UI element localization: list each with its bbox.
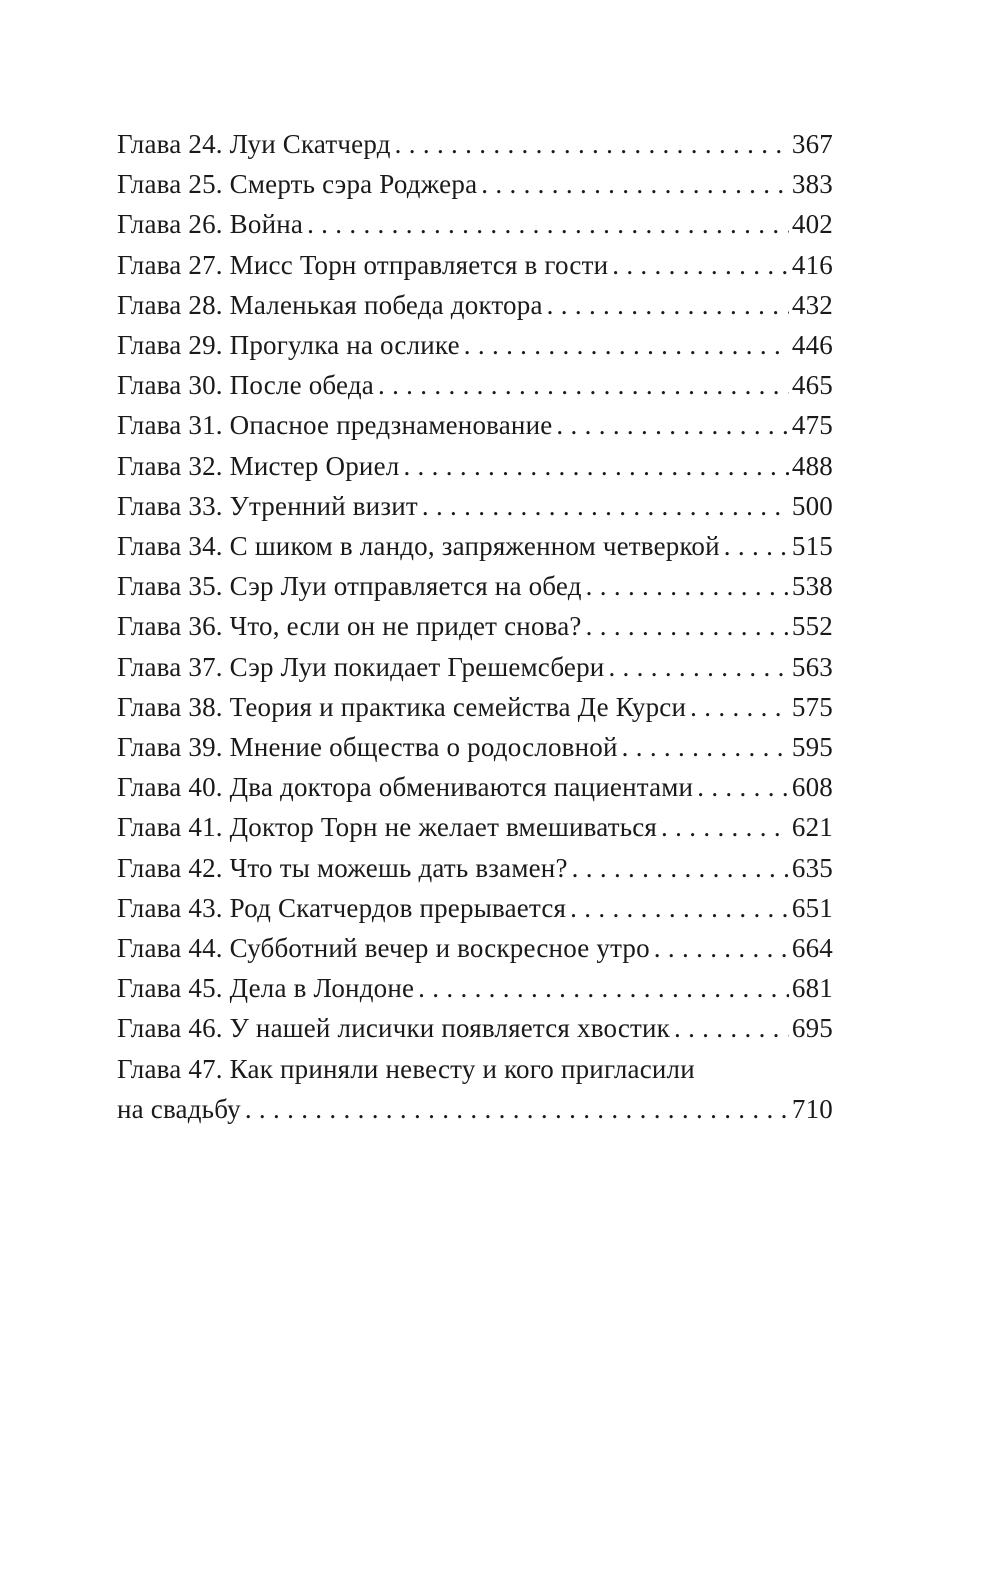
toc-entry-page: 538 — [791, 571, 833, 602]
toc-entry-page: 475 — [791, 410, 833, 441]
toc-entry-label: Глава 30. После обеда — [117, 370, 374, 401]
dot-leader — [661, 807, 789, 847]
toc-entry — [117, 365, 833, 405]
toc-entry-page: 595 — [791, 732, 833, 763]
toc-entry-page: 500 — [791, 490, 833, 521]
toc-entry — [117, 325, 833, 365]
toc-entry-page: 695 — [791, 1013, 833, 1044]
dot-leader — [572, 848, 789, 888]
toc-entry-page: 664 — [791, 933, 833, 964]
toc-entry — [117, 446, 833, 486]
dot-leader — [307, 204, 789, 244]
toc-entry-page: 710 — [791, 1093, 833, 1124]
toc-entry-label: Глава 34. С шиком в ландо, запряженном четверкой — [117, 531, 720, 562]
toc-entry-page: 621 — [791, 812, 833, 843]
toc-entry-page: 651 — [791, 892, 833, 923]
toc-entry-label: Глава 29. Прогулка на ослике — [117, 330, 460, 361]
dot-leader — [586, 606, 789, 646]
toc-entry — [117, 807, 833, 847]
toc-entry-label: Глава 25. Смерть сэра Роджера — [117, 169, 478, 200]
toc-entry-page: 552 — [791, 611, 833, 642]
dot-leader — [547, 285, 789, 325]
toc-entry — [117, 767, 833, 807]
dot-leader — [422, 486, 789, 526]
toc-entry-page: 608 — [791, 772, 833, 803]
toc-entry-label: Глава 32. Мистер Ориел — [117, 450, 400, 481]
dot-leader — [674, 1008, 789, 1048]
dot-leader — [481, 164, 789, 204]
toc-entry-page: 635 — [791, 852, 833, 883]
toc-entry-page: 446 — [791, 330, 833, 361]
toc-entry — [117, 888, 833, 928]
toc-entry-label: Глава 35. Сэр Луи отправляется на обед — [117, 571, 582, 602]
toc-entry-page: 383 — [791, 169, 833, 200]
toc-entry-page: 402 — [791, 209, 833, 240]
toc-list — [117, 124, 833, 1049]
toc-entry-page: 681 — [791, 973, 833, 1004]
toc-entry — [117, 928, 833, 968]
dot-leader — [395, 124, 789, 164]
toc-entry-page: 515 — [791, 531, 833, 562]
toc-entry-label: Глава 37. Сэр Луи покидает Грешемсбери — [117, 651, 605, 682]
dot-leader — [724, 526, 789, 566]
dot-leader — [654, 928, 789, 968]
toc-entry — [117, 486, 833, 526]
dot-leader — [378, 365, 789, 405]
toc-entry-page: 432 — [791, 289, 833, 320]
dot-leader — [608, 647, 788, 687]
toc-entry-label: Глава 36. Что, если он не придет снова? — [117, 611, 582, 642]
dot-leader — [697, 767, 789, 807]
dot-leader — [418, 968, 789, 1008]
toc-entry — [117, 606, 833, 646]
toc-entry-label-line1: Глава 47. Как приняли невесту и кого пригласили — [117, 1053, 695, 1084]
toc-entry-label-line2: на свадьбу — [117, 1093, 241, 1124]
toc-entry — [117, 647, 833, 687]
toc-entry — [117, 245, 833, 285]
toc-entry-label: Глава 39. Мнение общества о родословной — [117, 732, 618, 763]
toc-entry — [117, 968, 833, 1008]
toc-entry-label: Глава 40. Два доктора обмениваются пациентами — [117, 772, 694, 803]
dot-leader — [622, 727, 789, 767]
toc-entry-label: Глава 33. Утренний визит — [117, 490, 418, 521]
toc-entry-label: Глава 26. Война — [117, 209, 304, 240]
dot-leader — [690, 687, 789, 727]
table-of-contents — [117, 124, 833, 1129]
toc-entry-label: Глава 44. Субботний вечер и воскресное утро — [117, 933, 650, 964]
dot-leader — [403, 446, 788, 486]
toc-entry-label: Глава 43. Род Скатчердов прерывается — [117, 892, 567, 923]
toc-entry-label: Глава 28. Маленькая победа доктора — [117, 289, 543, 320]
toc-entry — [117, 124, 833, 164]
toc-entry — [117, 526, 833, 566]
toc-entry — [117, 164, 833, 204]
toc-entry-line2 — [117, 1089, 833, 1129]
dot-leader — [586, 566, 789, 606]
dot-leader — [245, 1089, 789, 1129]
toc-entry-label: Глава 24. Луи Скатчерд — [117, 129, 391, 159]
toc-entry-page: 563 — [791, 651, 833, 682]
toc-entry — [117, 1008, 833, 1048]
toc-entry-label: Глава 31. Опасное предзнаменование — [117, 410, 553, 441]
toc-entry — [117, 285, 833, 325]
toc-entry-label: Глава 42. Что ты можешь дать взамен? — [117, 852, 568, 883]
dot-leader — [464, 325, 789, 365]
toc-entry — [117, 848, 833, 888]
dot-leader — [612, 245, 789, 285]
toc-entry-label: Глава 41. Доктор Торн не желает вмешиваться — [117, 812, 658, 843]
toc-entry-page: 367 — [791, 129, 833, 159]
dot-leader — [570, 888, 789, 928]
toc-entry-label: Глава 46. У нашей лисички появляется хвостик — [117, 1013, 670, 1044]
toc-entry-page: 416 — [791, 249, 833, 280]
toc-entry-label: Глава 45. Дела в Лондоне — [117, 973, 415, 1004]
toc-entry — [117, 204, 833, 244]
toc-entry-page: 575 — [791, 691, 833, 722]
toc-entry — [117, 687, 833, 727]
toc-entry-page: 465 — [791, 370, 833, 401]
toc-entry — [117, 405, 833, 445]
dot-leader — [556, 405, 788, 445]
toc-entry — [117, 566, 833, 606]
toc-entry — [117, 727, 833, 767]
toc-entry-label: Глава 27. Мисс Торн отправляется в гости — [117, 249, 609, 280]
toc-entry-multiline — [117, 1049, 833, 1129]
toc-entry-label: Глава 38. Теория и практика семейства Де Курси — [117, 691, 687, 722]
toc-entry-page: 488 — [791, 450, 833, 481]
